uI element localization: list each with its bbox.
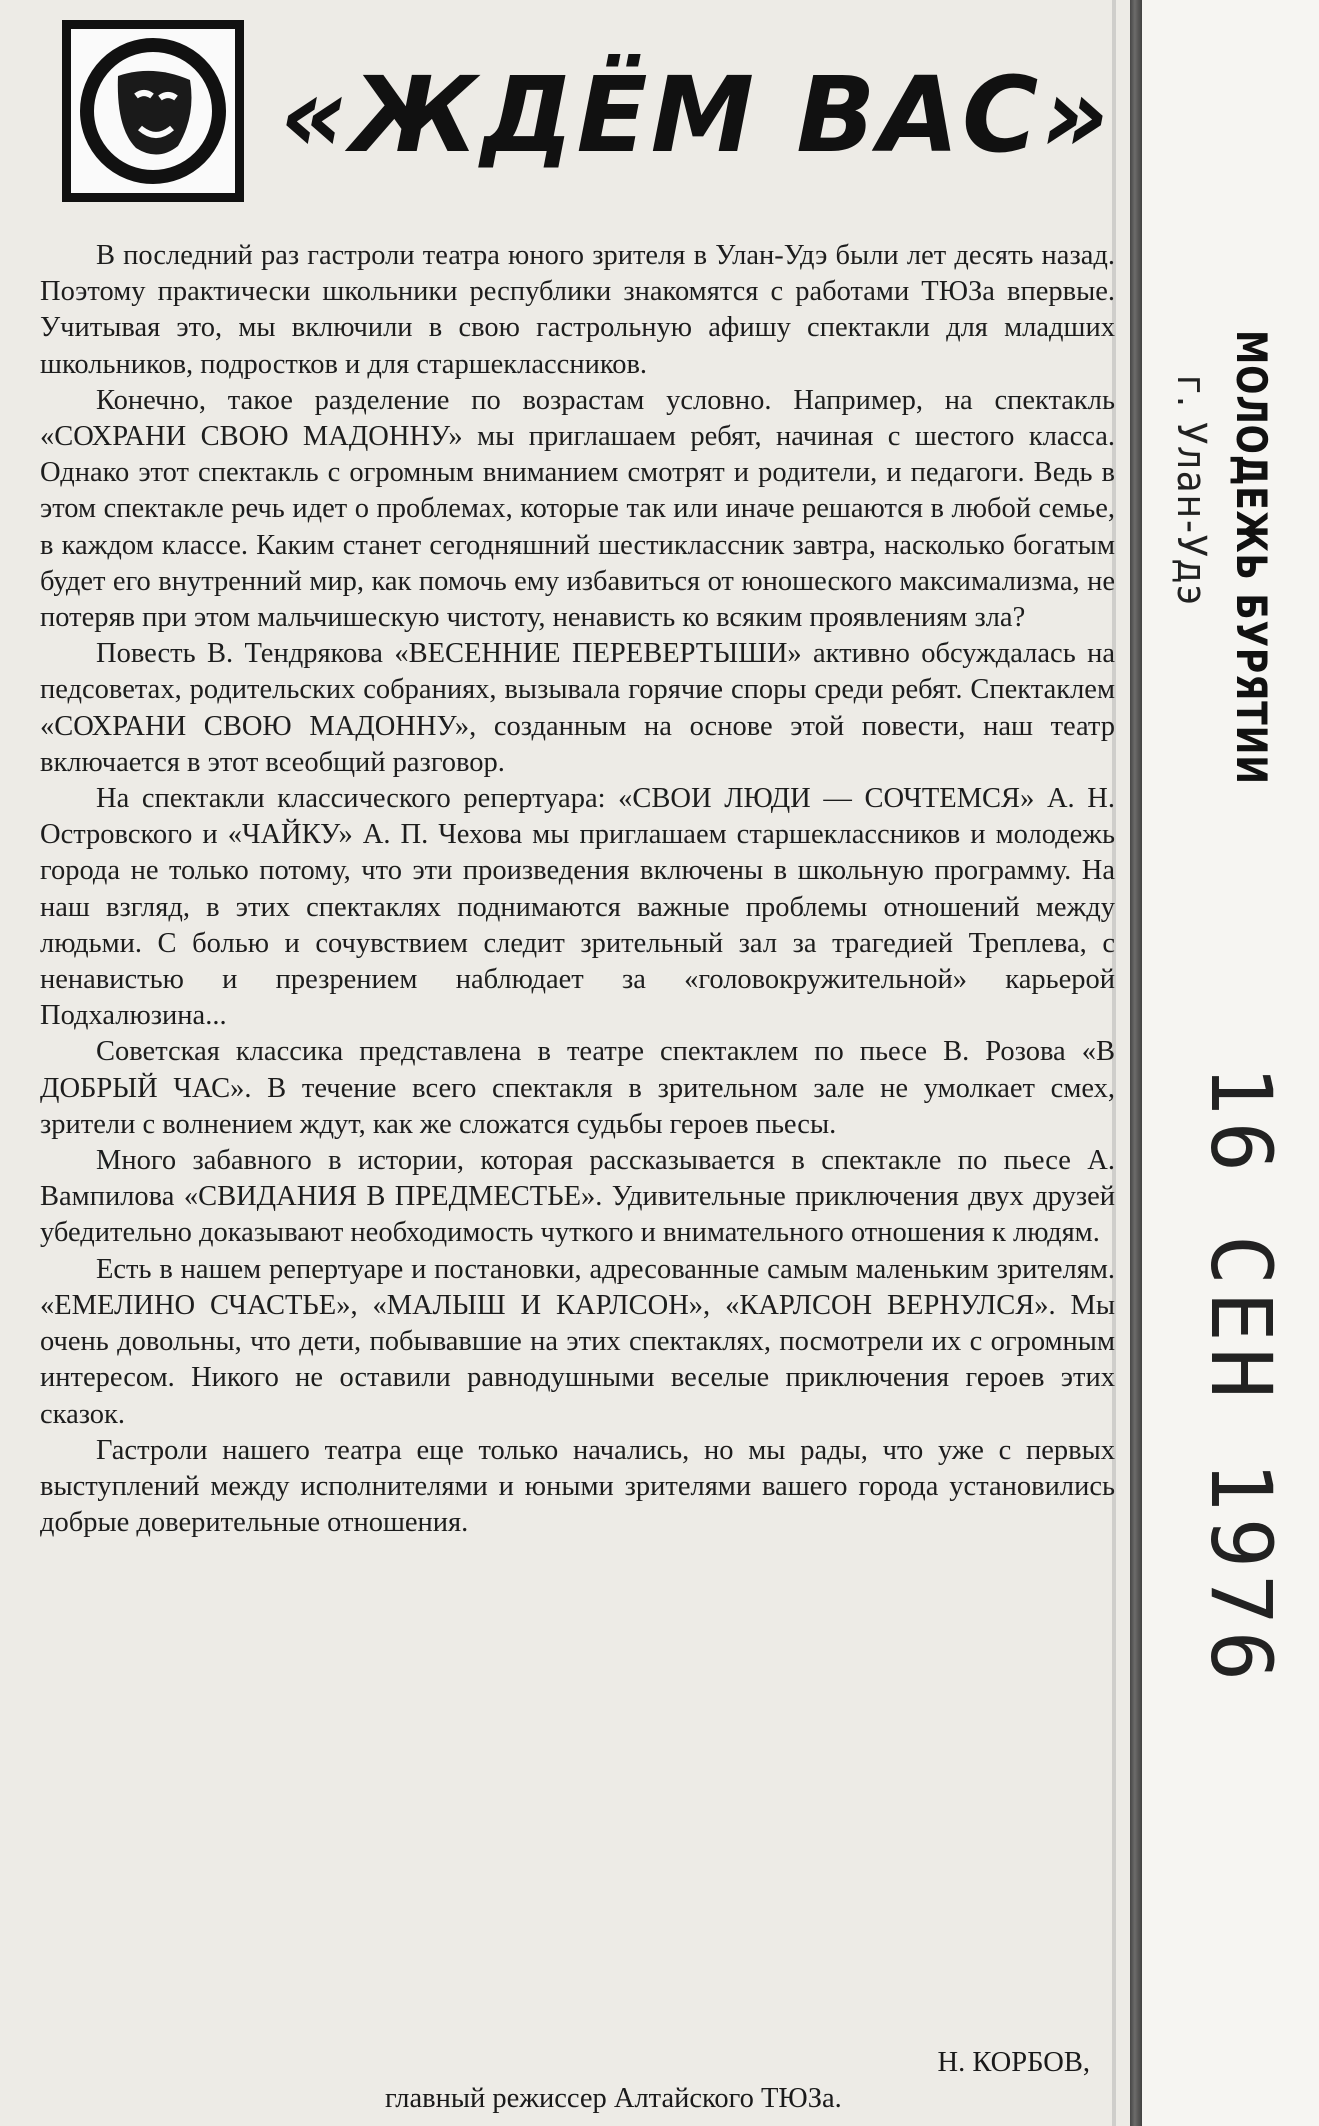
paragraph: В последний раз гастроли театра юного зрителя в Улан-Удэ были лет десять назад. Поэтому практически школьники республики знакомятся с работами ТЮЗа впервые. Учитывая это, мы включили в свою гастрольную афишу спектакли для младших школьников, подростков и для старшеклассников.	[40, 240, 1115, 380]
paragraph: На спектакли классического репертуара: «СВОИ ЛЮДИ — СОЧТЕМСЯ» А. Н. Островского и «ЧАЙКУ» А. П. Чехова мы приглашаем старшеклассников и молодежь города не только потому, что эти произведения включены в школьную программу. На наш взгляд, в этих спектаклях поднимаются важные проблемы отношений между людьми. С болью и сочувствием следит зрительный зал за трагедией Треплева, с ненавистью и презрением наблюдает за «головокружительной» карьерой Подхалюзина...	[40, 783, 1115, 1032]
clipping-cut-edge	[1130, 0, 1142, 2126]
author-signature	[40, 2045, 1115, 2117]
author-name: Н. КОРБОВ,	[937, 2047, 1090, 2078]
paragraph: Советская классика представлена в театре спектаклем по пьесе В. Розова «В ДОБРЫЙ ЧАС». В течение всего спектакля в зрительном зале не умолкает смех, зрители с волнением ждут, как же сложатся судьбы героев пьесы.	[40, 1036, 1115, 1140]
article-headline: «ЖДЁМ ВАС»	[280, 54, 1112, 176]
article-body	[40, 238, 1115, 1541]
paragraph: Гастроли нашего театра еще только начались, но мы рады, что уже с первых выступлений между исполнителями и юными зрителями вашего города установились добрые доверительные отношения.	[40, 1434, 1115, 1539]
author-role: главный режиссер Алтайского ТЮЗа.	[385, 2083, 842, 2114]
paragraph: Много забавного в истории, которая рассказывается в спектакле по пьесе А. Вампилова «СВИДАНИЯ В ПРЕДМЕСТЬЕ». Удивительные приключения двух друзей убедительно доказывают необходимость чуткого и внимательного отношения к людям.	[40, 1145, 1115, 1249]
paragraph: Повесть В. Тендрякова «ВЕСЕННИЕ ПЕРЕВЕРТЫШИ» активно обсуждалась на педсоветах, родительских собраниях, вызывала горячие споры среди ребят. Спектаклем «СОХРАНИ СВОЮ МАДОННУ», созданным на основе этой повести, наш театр включается в этот всеобщий разговор.	[40, 638, 1115, 778]
archive-margin	[1139, 0, 1319, 2126]
theatre-mask-emblem-icon	[78, 36, 228, 186]
theatre-logo	[62, 20, 244, 202]
paragraph: Конечно, такое разделение по возрастам условно. Например, на спектакль «СОХРАНИ СВОЮ МАДОННУ» мы приглашаем ребят, начиная с шестого класса. Однако этот спектакль с огромным вниманием смотрят и родители, и педагоги. Ведь в этом спектакле речь идет о проблемах, которые так или иначе решаются в любой семье, в каждом классе. Каким станет сегодняшний шестиклассник завтра, насколько богатым будет его внутренний мир, как помочь ему избавиться от юношеского максимализма, не потеряв при этом мальчишескую чистоту, ненависть ко всяким проявлениям зла?	[40, 384, 1115, 634]
paragraph: Есть в нашем репертуаре и постановки, адресованные самым маленьким зрителям. «ЕМЕЛИНО СЧАСТЬЕ», «МАЛЫШ И КАРЛСОН», «КАРЛСОН ВЕРНУЛСЯ». Мы очень довольны, что дети, побывавшие на этих спектаклях, посмотрели их с огромным интересом. Никого не оставили равнодушными веселые приключения героев этих сказок.	[40, 1253, 1115, 1430]
newspaper-name-stamp: МОЛОДЕЖЬ БУРЯТИИ	[1227, 330, 1276, 785]
date-stamp: 16 СЕН 1976	[1192, 1065, 1290, 1688]
newspaper-city-stamp: г. Улан-Удэ	[1168, 375, 1214, 607]
